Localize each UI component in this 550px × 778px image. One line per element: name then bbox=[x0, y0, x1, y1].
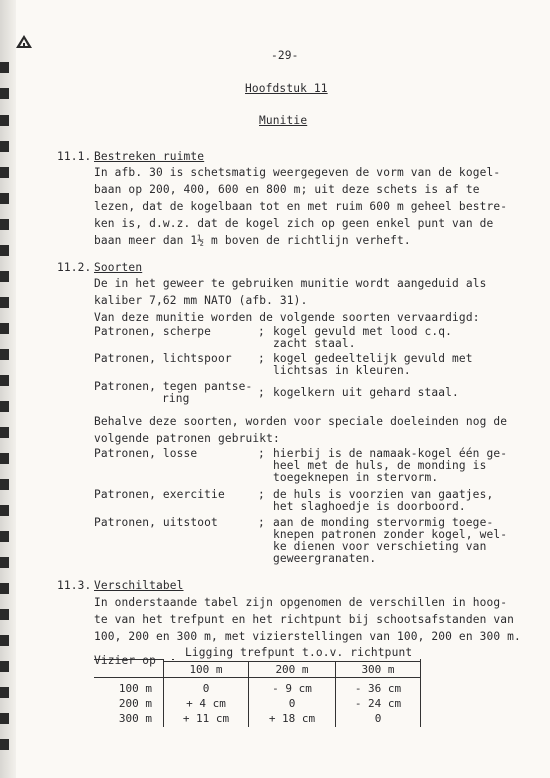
cartridge-type-desc: kogel gevuld met lood c.q. bbox=[273, 325, 453, 338]
section-heading: Verschiltabel bbox=[94, 579, 184, 592]
table-cell-vizier: 200 m bbox=[118, 697, 152, 710]
body-line: De in het geweer te gebruiken munitie wordt aangeduid als bbox=[94, 277, 487, 290]
table-cell-vizier: 100 m bbox=[118, 682, 152, 695]
table-col-header: 200 m bbox=[275, 663, 309, 676]
body-line: baan op 200, 400, 600 en 800 m; uit deze schets is af te bbox=[94, 183, 480, 196]
body-line: 100, 200 en 300 m, met vizierstellingen van 100, 200 en 300 m. bbox=[94, 630, 521, 643]
body-line: Van deze munitie worden de volgende soorten vervaardigd: bbox=[94, 311, 480, 324]
table-cell: 0 bbox=[374, 712, 382, 725]
cartridge-special-desc: knepen patronen zonder kogel, wel- bbox=[273, 528, 508, 541]
cartridge-special-desc: aan de monding stervormig toege- bbox=[273, 516, 494, 529]
cartridge-special-desc: hierbij is de namaak-kogel één ge- bbox=[273, 447, 508, 460]
table-cell: + 11 cm bbox=[182, 712, 230, 725]
section-number: 11.3. bbox=[57, 579, 92, 592]
cartridge-type-label: Patronen, lichtspoor bbox=[94, 352, 232, 365]
cartridge-special-label: Patronen, losse bbox=[94, 447, 198, 460]
body-line: lezen, dat de kogelbaan tot en met ruim 600 m geheel bestre- bbox=[94, 200, 508, 213]
table-rule bbox=[420, 659, 421, 727]
body-line: In afb. 30 is schetsmatig weergegeven de vorm van de kogel- bbox=[94, 166, 501, 179]
cartridge-type-desc: kogelkern uit gehard staal. bbox=[273, 386, 459, 399]
cartridge-special-label: Patronen, uitstoot bbox=[94, 516, 218, 529]
cartridge-type-desc: zacht staal. bbox=[273, 337, 356, 350]
cartridge-type-label-cont: ring bbox=[162, 392, 190, 405]
cartridge-special-desc: het slaghoedje is doorboord. bbox=[273, 500, 466, 513]
table-col-header: 100 m bbox=[189, 663, 223, 676]
separator: ; bbox=[258, 352, 265, 365]
section-heading: Bestreken ruimte bbox=[94, 150, 205, 163]
body-line: te van het trefpunt en het richtpunt bij schootsafstanden van bbox=[94, 613, 515, 626]
cartridge-type-label: Patronen, tegen pantse- bbox=[94, 380, 253, 393]
cartridge-special-label: Patronen, exercitie bbox=[94, 488, 225, 501]
body-line: baan meer dan 1½ m boven de richtlijn verheft. bbox=[94, 234, 411, 247]
separator: ; bbox=[258, 325, 265, 338]
cartridge-special-desc: geweergranaten. bbox=[273, 552, 377, 565]
body-line: Behalve deze soorten, worden voor speciale doeleinden nog de bbox=[94, 415, 508, 428]
section-heading: Soorten bbox=[94, 261, 143, 274]
separator: ; bbox=[258, 516, 265, 529]
table-cell: + 4 cm bbox=[186, 697, 226, 710]
cartridge-special-desc: ke dienen voor verschieting van bbox=[273, 540, 487, 553]
separator: ; bbox=[258, 386, 265, 399]
table-row-header: Vizier op bbox=[94, 654, 156, 667]
table-cell-vizier: 300 m bbox=[118, 712, 152, 725]
table-group-header: Ligging trefpunt t.o.v. richtpunt bbox=[185, 646, 413, 659]
table-rule bbox=[172, 659, 174, 660]
cartridge-special-desc: de huls is voorzien van gaatjes, bbox=[273, 488, 494, 501]
table-cell: - 9 cm bbox=[272, 682, 312, 695]
table-cell: 0 bbox=[202, 682, 210, 695]
table-rule bbox=[163, 661, 420, 662]
section-number: 11.2. bbox=[57, 261, 92, 274]
table-rule bbox=[94, 677, 420, 678]
body-line: ken is, d.w.z. dat de kogel zich op geen enkel punt van de bbox=[94, 217, 494, 230]
table-cell: + 18 cm bbox=[268, 712, 316, 725]
cartridge-type-label: Patronen, scherpe bbox=[94, 325, 212, 338]
tree-logo-icon bbox=[14, 34, 34, 50]
body-line: kaliber 7,62 mm NATO (afb. 31). bbox=[94, 294, 308, 307]
chapter-title: Hoofdstuk 11 bbox=[245, 82, 328, 95]
table-cell: - 36 cm bbox=[354, 682, 402, 695]
separator: ; bbox=[258, 447, 265, 460]
table-cell: 0 bbox=[288, 697, 296, 710]
cartridge-type-desc: lichtsas in kleuren. bbox=[273, 364, 411, 377]
table-cell: - 24 cm bbox=[354, 697, 402, 710]
separator: ; bbox=[258, 488, 265, 501]
page-number: -29- bbox=[271, 49, 299, 62]
body-line: volgende patronen gebruikt: bbox=[94, 432, 280, 445]
body-line: In onderstaande tabel zijn opgenomen de verschillen in hoog- bbox=[94, 596, 508, 609]
cartridge-special-desc: heel met de huls, de monding is bbox=[273, 459, 487, 472]
chapter-subject: Munitie bbox=[259, 114, 308, 127]
table-col-header: 300 m bbox=[361, 663, 395, 676]
cartridge-special-desc: toegeknepen in stervorm. bbox=[273, 471, 439, 484]
section-number: 11.1. bbox=[57, 150, 92, 163]
cartridge-type-desc: kogel gedeeltelijk gevuld met bbox=[273, 352, 473, 365]
